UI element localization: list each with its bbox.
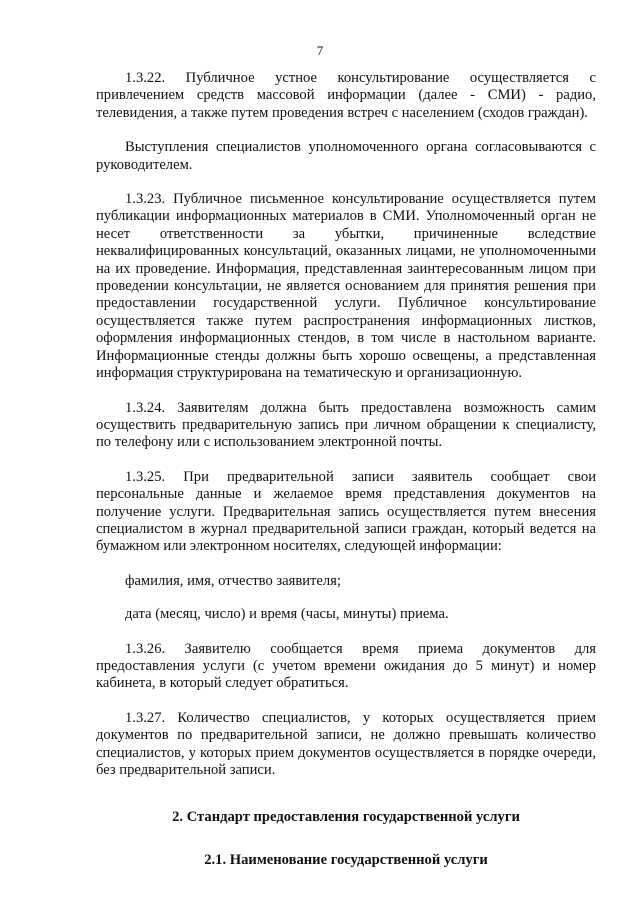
paragraph-1-3-27: 1.3.27. Количество специалистов, у которых осуществляется прием документов по предварительной записи, не должно превышать количество специалистов, у которых прием документов осуществляется в порядке очереди, без предварительной записи. — [96, 709, 596, 778]
subsection-heading: 2.1. Наименование государственной услуги — [204, 851, 488, 868]
list-item-date-time: дата (месяц, число) и время (часы, минуты) приема. — [125, 606, 449, 623]
paragraph-1-3-22: 1.3.22. Публичное устное консультирование осуществляется с привлечением средств массовой информации (далее - СМИ) - радио, телевидения, а также путем проведения встреч с населением (сходов граждан). — [96, 70, 596, 121]
paragraph-1-3-23: 1.3.23. Публичное письменное консультирование осуществляется путем публикации информационных материалов в СМИ. Уполномоченный орган не несет ответственности за убытки, причиненные вследствие неквалифицированных консультаций, оказанных лицами, не уполномоченными на их проведение. Информация, представленная заинтересованным лицом при проведении консультации, не является основанием для принятия решения при предоставлении государственной услуги. Публичное консультирование осуществляется также путем распространения информационных листков, оформления информационных стендов, в том числе в настольном варианте. Информационные стенды должны быть хорошо освещены, а представленная информация структурирована на тематическую и организационную. — [96, 191, 596, 382]
paragraph-1-3-25: 1.3.25. При предварительной записи заявитель сообщает свои персональные данные и желаемое время представления документов на получение услуги. Предварительная запись осуществляется путем внесения специалистом в журнал предварительной записи граждан, который ведется на бумажном или электронном носителях, следующей информации: — [96, 468, 596, 555]
page-number: 7 — [316, 43, 324, 58]
paragraph-1-3-26: 1.3.26. Заявителю сообщается время приема документов для предоставления услуги (с учетом времени ожидания до 5 минут) и номер кабинета, в который следует обратиться. — [96, 640, 596, 692]
list-item-full-name: фамилия, имя, отчество заявителя; — [125, 572, 341, 589]
document-body — [96, 70, 596, 869]
section-heading: 2. Стандарт предоставления государственной услуги — [172, 809, 520, 826]
paragraph-speeches: Выступления специалистов уполномоченного органа согласовываются с руководителем. — [96, 139, 596, 173]
paragraph-1-3-24: 1.3.24. Заявителям должна быть предоставлена возможность самим осуществить предварительную запись при личном обращении к специалисту, по телефону или с использованием электронной почты. — [96, 399, 596, 451]
